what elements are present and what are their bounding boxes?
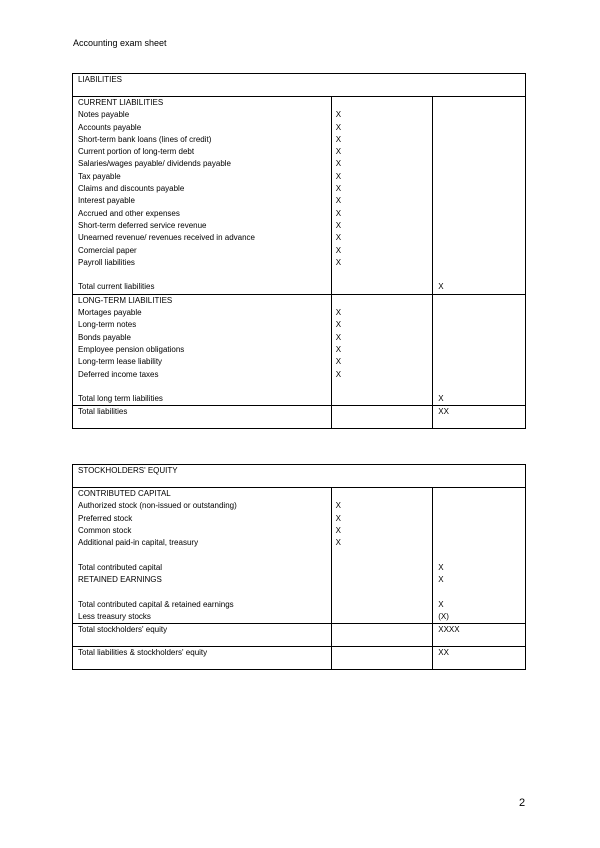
line-item-label: Authorized stock (non-issued or outstanding) [78,501,237,511]
line-item-label: Interest payable [78,196,135,206]
line-item-value: X [335,208,342,218]
total-liabilities-value: XX [433,406,526,429]
line-item-value: X [335,257,342,267]
line-item-label: Accounts payable [78,122,142,132]
total-long-term-liabilities-value: X [438,394,444,404]
line-item-value: X [335,344,342,354]
line-item-label: Comercial paper [78,245,137,255]
line-item-label: Short-term bank loans (lines of credit) [78,134,212,144]
retained-earnings-label: RETAINED EARNINGS [78,575,162,585]
total-equity-value: XXXX [433,624,526,647]
line-item-value: X [335,147,342,157]
total-current-liabilities-label: Total current liabilities [78,282,155,292]
grand-total-label: Total liabilities & stockholders' equity [73,647,332,670]
total-equity-label: Total stockholders' equity [73,624,332,647]
line-item-label: Employee pension obligations [78,344,185,354]
treasury-stocks-value: (X) [438,611,449,621]
line-item-label: Mortages payable [78,308,142,318]
grand-total-value: XX [433,647,526,670]
line-item-value: X [335,369,342,379]
current-liabilities-heading: CURRENT LIABILITIES [78,98,164,107]
line-item-value: X [335,332,342,342]
equity-title: STOCKHOLDERS' EQUITY [73,465,526,488]
equity-table [72,464,526,670]
line-item-label: Long-term lease liability [78,357,163,367]
line-item-value: X [335,357,342,367]
line-item-label: Tax payable [78,171,121,181]
contributed-capital-heading: CONTRIBUTED CAPITAL [78,489,171,498]
line-item-label: Deferred income taxes [78,369,159,379]
combined-total-value: X [438,599,444,609]
liabilities-title: LIABILITIES [73,74,526,97]
current-liabilities-values [336,109,433,269]
line-item-label: Preferred stock [78,513,133,523]
line-item-label: Accrued and other expenses [78,208,180,218]
current-liabilities-section [73,97,526,295]
line-item-value: X [335,196,342,206]
contributed-capital-section [73,488,526,624]
line-item-value: X [335,320,342,330]
line-item-value: X [335,110,342,120]
long-term-liabilities-section [73,294,526,406]
line-item-value: X [335,122,342,132]
line-item-label: Claims and discounts payable [78,184,185,194]
line-item-label: Common stock [78,525,132,535]
combined-total-label: Total contributed capital & retained earnings [78,599,234,609]
page-header: Accounting exam sheet [73,38,167,48]
line-item-label: Payroll liabilities [78,257,135,267]
equity-header-row [73,465,526,488]
total-current-liabilities-value: X [438,282,444,292]
line-item-label: Salaries/wages payable/ dividends payable [78,159,231,169]
liabilities-header-row [73,74,526,97]
line-item-value: X [335,538,341,548]
grand-total-row [73,647,526,670]
liabilities-table [72,73,526,429]
page-number: 2 [519,797,526,809]
current-liabilities-labels [78,109,331,269]
line-item-label: Short-term deferred service revenue [78,220,207,230]
line-item-value: X [335,159,342,169]
line-item-value: X [335,245,342,255]
line-item-value: X [335,513,341,523]
line-item-label: Bonds payable [78,332,131,342]
long-term-liabilities-labels [78,307,331,381]
total-equity-row [73,624,526,647]
total-liabilities-row [73,406,526,429]
line-item-label: Unearned revenue/ revenues received in advance [78,233,256,243]
line-item-label: Notes payable [78,110,130,120]
contributed-capital-values [336,500,433,549]
line-item-label: Current portion of long-term debt [78,147,195,157]
long-term-liabilities-heading: LONG-TERM LIABILITIES [78,295,173,305]
line-item-value: X [335,134,342,144]
total-contributed-capital-label: Total contributed capital [78,562,163,572]
line-item-value: X [335,525,341,535]
contributed-capital-labels [78,500,331,549]
line-item-value: X [335,220,342,230]
total-contributed-capital-value: X [438,562,444,572]
retained-earnings-value: X [438,575,444,585]
treasury-stocks-label: Less treasury stocks [78,611,151,621]
total-liabilities-label: Total liabilities [73,406,332,429]
long-term-liabilities-values [336,307,433,381]
total-long-term-liabilities-label: Total long term liabilities [78,394,163,404]
line-item-value: X [335,171,342,181]
line-item-value: X [335,501,341,511]
line-item-value: X [335,233,342,243]
line-item-value: X [335,184,342,194]
line-item-value: X [335,308,342,318]
line-item-label: Additional paid-in capital, treasury [78,538,199,548]
line-item-label: Long-term notes [78,320,137,330]
